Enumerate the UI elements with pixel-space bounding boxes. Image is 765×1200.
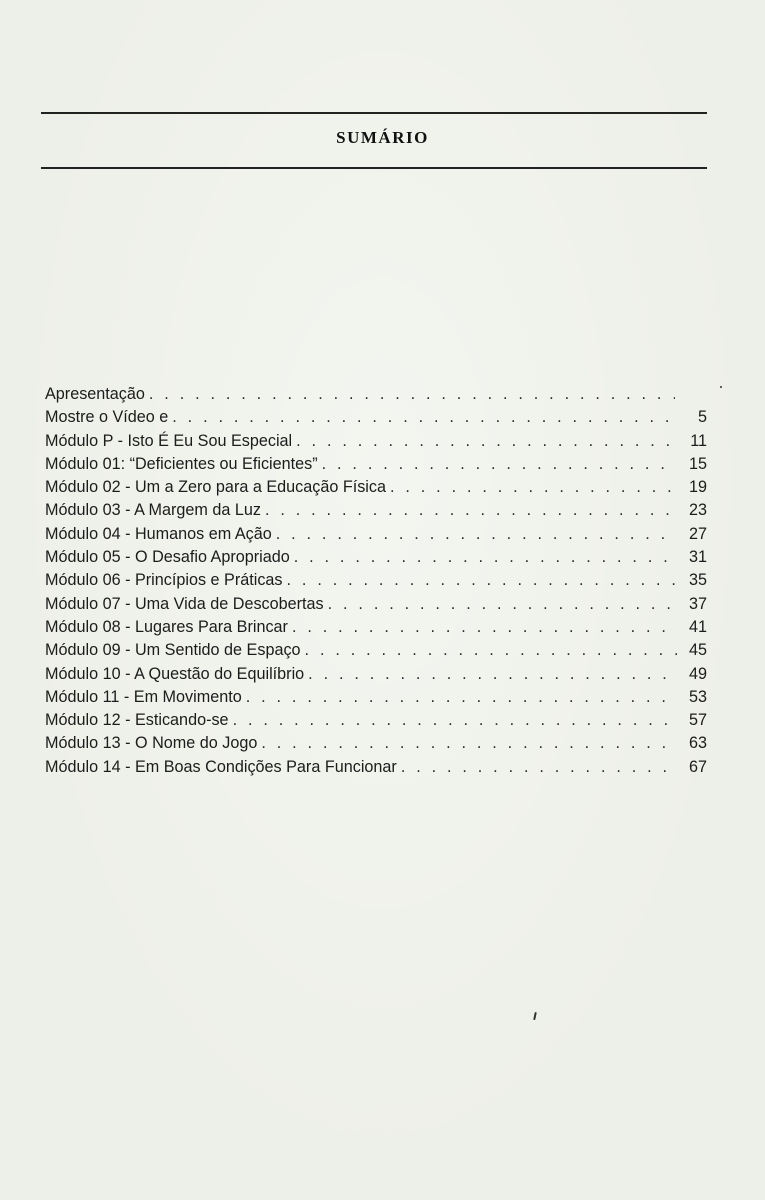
- page-title: SUMÁRIO: [336, 128, 429, 147]
- dot-leader: [149, 385, 675, 404]
- toc-entry-title: Módulo 08 - Lugares Para Brincar: [45, 617, 288, 636]
- toc-entry: [45, 455, 707, 478]
- dot-leader: [305, 641, 677, 660]
- dot-leader: [265, 501, 677, 520]
- toc-entry-page-number: 5: [697, 408, 707, 427]
- dot-leader: [292, 618, 677, 637]
- toc-entry: [45, 665, 707, 688]
- top-rule: [41, 112, 707, 114]
- toc-entry-title: Módulo 01: “Deficientes ou Eficientes”: [45, 454, 318, 473]
- table-of-contents: [45, 385, 707, 781]
- toc-entry-page-number: 37: [688, 594, 707, 613]
- toc-entry-page-number: 31: [688, 548, 707, 567]
- toc-entry-page-number: 49: [688, 664, 707, 683]
- paper-speck: [720, 386, 722, 388]
- toc-entry-page-number: 23: [688, 501, 707, 520]
- toc-entry-title: Módulo 03 - A Margem da Luz: [45, 501, 261, 520]
- toc-entry-title: Módulo 06 - Princípios e Práticas: [45, 571, 283, 590]
- dot-leader: [261, 734, 677, 753]
- toc-entry: [45, 734, 707, 757]
- dot-leader: [308, 665, 677, 684]
- toc-entry-page-number: 27: [688, 524, 707, 543]
- toc-entry-page-number: 57: [688, 711, 707, 730]
- dot-leader: [322, 455, 677, 474]
- toc-entry-page-number: 45: [688, 641, 707, 660]
- toc-entry-page-number: 11: [690, 431, 707, 450]
- toc-entry-title: Módulo 12 - Esticando-se: [45, 711, 229, 730]
- dot-leader: [246, 688, 677, 707]
- toc-entry-page-number: 67: [688, 757, 707, 776]
- toc-entry: [45, 711, 707, 734]
- toc-entry: [45, 478, 707, 501]
- dot-leader: [233, 711, 677, 730]
- toc-entry-title: Módulo 05 - O Desafio Apropriado: [45, 548, 290, 567]
- dot-leader: [390, 478, 677, 497]
- toc-entry: [45, 571, 707, 594]
- toc-entry-title: Módulo 04 - Humanos em Ação: [45, 524, 272, 543]
- dot-leader: [287, 571, 677, 590]
- toc-entry: [45, 385, 707, 408]
- toc-entry-page-number: 53: [688, 687, 707, 706]
- toc-entry-title: Módulo 13 - O Nome do Jogo: [45, 734, 258, 753]
- toc-entry-page-number: 19: [688, 478, 707, 497]
- toc-entry-title: Módulo 07 - Uma Vida de Descobertas: [45, 594, 324, 613]
- dot-leader: [294, 548, 677, 567]
- toc-entry-page-number: 15: [688, 454, 707, 473]
- toc-entry-page-number: 41: [688, 617, 707, 636]
- toc-entry-title: Apresentação: [45, 385, 145, 403]
- toc-entry: [45, 641, 707, 664]
- toc-entry: [45, 525, 707, 548]
- toc-entry: [45, 432, 707, 455]
- dot-leader: [296, 432, 677, 451]
- toc-entry-title: Módulo 09 - Um Sentido de Espaço: [45, 641, 301, 660]
- toc-entry: [45, 688, 707, 711]
- toc-entry-title: Módulo 02 - Um a Zero para a Educação Física: [45, 478, 386, 497]
- toc-entry-page-number: 63: [688, 734, 707, 753]
- toc-entry: [45, 758, 707, 781]
- toc-entry-title: Módulo 10 - A Questão do Equilíbrio: [45, 664, 305, 683]
- toc-entry: [45, 548, 707, 571]
- toc-entry: [45, 595, 707, 618]
- toc-entry-title: Mostre o Vídeo e: [45, 408, 169, 427]
- toc-entry-title: Módulo 14 - Em Boas Condições Para Funcionar: [45, 757, 397, 776]
- dot-leader: [276, 525, 677, 544]
- toc-entry-page-number: 35: [688, 571, 707, 590]
- toc-entry: [45, 408, 707, 431]
- paper-mark: [533, 1012, 536, 1020]
- toc-entry-title: Módulo P - Isto É Eu Sou Especial: [45, 431, 293, 450]
- toc-entry: [45, 501, 707, 524]
- dot-leader: [172, 408, 677, 427]
- bottom-rule: [41, 167, 707, 169]
- toc-entry: [45, 618, 707, 641]
- dot-leader: [328, 595, 677, 614]
- dot-leader: [401, 758, 677, 777]
- toc-entry-title: Módulo 11 - Em Movimento: [45, 687, 242, 706]
